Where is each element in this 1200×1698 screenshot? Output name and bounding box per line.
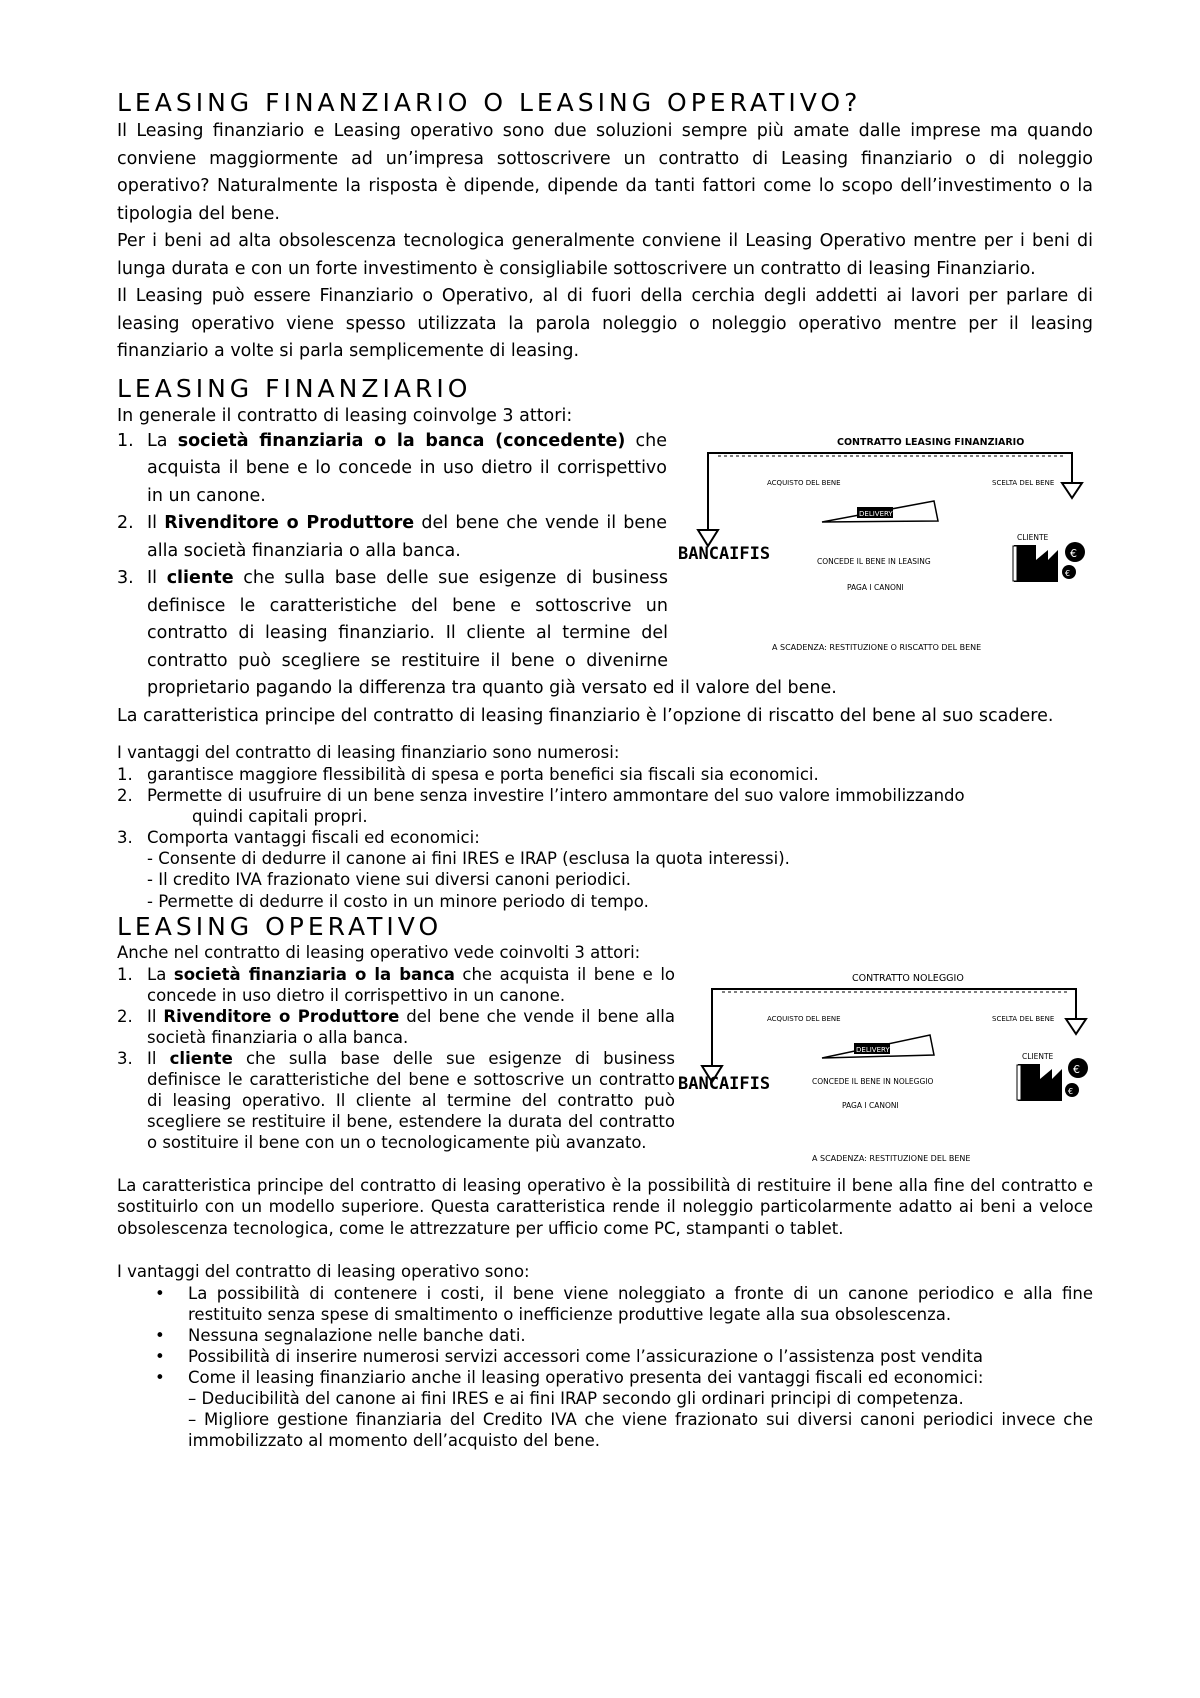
list-item: 1. La società finanziaria o la banca (concedente) che acquista il bene e lo concede in uso dietro il corrispettivo in un canone. — [117, 430, 668, 506]
finanziario-diagram — [672, 428, 1192, 658]
diagram-bank-label: BANCAIFIS — [678, 1073, 771, 1094]
document-page — [117, 88, 1093, 1451]
diagram-top-label: CONTRATTO NOLEGGIO — [852, 972, 964, 984]
operativo-characteristic: La caratteristica principe del contratto di leasing operativo è la possibilità di restituire il bene alla fine del contratto e sostituirlo con un modello superiore. Questa caratteristica rende il noleggio particolarmente adatto ai beni a veloce obsolescenza tecnologica, come le attrezzature per ufficio come PC, stampanti o tablet. — [117, 1175, 1093, 1238]
diagram-flow-2: PAGA I CANONI — [847, 582, 904, 592]
intro-paragraph-1: Il Leasing finanziario e Leasing operativo sono due soluzioni sempre più amate dalle imprese ma quando conviene maggiormente ad un’impresa sottoscrivere un contratto di Leasing finanziario o di noleggio operativo? Naturalmente la risposta è dipende, dipende da tanti fattori come lo scopo dell’investimento o la tipologia del bene. — [117, 121, 1093, 224]
svg-text:€: € — [1073, 1062, 1080, 1076]
sub-list-item: – Deducibilità del canone ai fini IRES e ai fini IRAP secondo gli ordinari principi di competenza. — [188, 1388, 964, 1408]
operativo-advantages-lead: I vantaggi del contratto di leasing operativo sono: — [117, 1262, 530, 1281]
list-item: • Nessuna segnalazione nelle banche dati. — [188, 1325, 1093, 1346]
diagram-bottom-label: A SCADENZA: RESTITUZIONE DEL BENE — [812, 1153, 971, 1163]
list-item: 3. Il cliente che sulla base delle sue esigenze di business definisce le caratteristiche del bene e sottoscrive un contratto di leasing operativo. Il cliente al termine del contratto può scegliere se restituire il bene, estendere la durata del contratto o sostituire il bene con un o tecnologicamente più avanzato. — [117, 1048, 676, 1152]
diagram-right-label: SCELTA DEL BENE — [992, 478, 1055, 487]
list-item: • Possibilità di inserire numerosi servizi accessori come l’assicurazione o l’assistenza post vendita — [188, 1346, 1093, 1367]
list-item: 3. Il cliente che sulla base delle sue esigenze di business definisce le caratteristiche del bene e sottoscrive un contratto di leasing finanziario. Il cliente al termine del contratto può scegliere se restituire il bene o divenirne proprietario pagando la differenza tra quanto già versato ed il valore del bene. — [117, 568, 837, 698]
list-item: 1. garantisce maggiore flessibilità di spesa e porta benefici sia fiscali sia economici. — [117, 764, 819, 784]
finanziario-fiscal-sublist — [117, 848, 1093, 913]
list-item: - Permette di dedurre il costo in un minore periodo di tempo. — [147, 891, 649, 911]
diagram-delivery-tag: DELIVERY — [859, 509, 893, 518]
sub-list-item: – Migliore gestione finanziaria del Credito IVA che viene frazionato sui diversi canoni periodici invece che immobilizzato al momento dell’acquisto del bene. — [188, 1409, 1093, 1450]
diagram-client-label: CLIENTE — [1017, 532, 1049, 542]
list-item: • La possibilità di contenere i costi, il bene viene noleggiato a fronte di un canone periodico e alla fine restituito senza spese di smaltimento o inefficienze produttive legate alla sua obsolescenza. — [188, 1283, 1093, 1325]
list-item: 2. Permette di usufruire di un bene senza investire l’intero ammontare del suo valore immobilizzando quindi capitali propri. — [117, 785, 965, 826]
list-item: 1. La società finanziaria o la banca che acquista il bene e lo concede in uso dietro il corrispettivo in un canone. — [117, 964, 675, 1005]
svg-text:€: € — [1068, 1086, 1074, 1096]
operativo-diagram — [672, 964, 1092, 1194]
operativo-actors-list — [117, 964, 675, 1153]
diagram-bottom-label: A SCADENZA: RESTITUZIONE O RISCATTO DEL BENE — [772, 642, 982, 652]
list-item: 3. Comporta vantaggi fiscali ed economici: — [117, 827, 480, 847]
diagram-left-label: ACQUISTO DEL BENE — [767, 478, 841, 487]
diagram-top-label: CONTRATTO LEASING FINANZIARIO — [837, 436, 1025, 448]
diagram-flow-1: CONCEDE IL BENE IN LEASING — [817, 556, 931, 566]
list-item: 2. Il Rivenditore o Produttore del bene che vende il bene alla società finanziaria o alla banca. — [117, 1006, 675, 1047]
section-heading-operativo: LEASING OPERATIVO — [117, 912, 443, 941]
diagram-flow-1: CONCEDE IL BENE IN NOLEGGIO — [812, 1076, 934, 1086]
diagram-flow-2: PAGA I CANONI — [842, 1100, 899, 1110]
svg-text:€: € — [1065, 568, 1071, 578]
svg-text:€: € — [1070, 546, 1077, 560]
section-heading-finanziario: LEASING FINANZIARIO — [117, 373, 472, 403]
finanziario-advantages-lead: I vantaggi del contratto di leasing finanziario sono numerosi: — [117, 743, 620, 762]
finanziario-lead: In generale il contratto di leasing coinvolge 3 attori: — [117, 405, 573, 426]
diagram-bank-label: BANCAIFIS — [678, 543, 771, 564]
operativo-advantages-list — [117, 1283, 1093, 1451]
diagram-left-label: ACQUISTO DEL BENE — [767, 1014, 841, 1023]
list-item: - Il credito IVA frazionato viene sui diversi canoni periodici. — [147, 870, 631, 889]
list-item: - Consente di dedurre il canone ai fini IRES e IRAP (esclusa la quota interessi). — [147, 848, 790, 868]
finanziario-advantages-list — [117, 764, 1093, 848]
document-title: LEASING FINANZIARIO O LEASING OPERATIVO? — [117, 88, 862, 117]
list-item: 2. Il Rivenditore o Produttore del bene che vende il bene alla società finanziaria o alla banca. — [117, 513, 668, 561]
finanziario-actors-block — [117, 428, 1093, 703]
intro-paragraph-2: Per i beni ad alta obsolescenza tecnologica generalmente conviene il Leasing Operativo mentre per i beni di lunga durata e con un forte investimento è consigliabile sottoscrivere un contratto di leasing Finanziario. — [117, 231, 1093, 279]
operativo-actors-block — [117, 964, 1093, 1163]
diagram-delivery-tag: DELIVERY — [856, 1045, 890, 1054]
finanziario-characteristic: La caratteristica principe del contratto di leasing finanziario è l’opzione di riscatto del bene al suo scadere. — [117, 705, 1054, 726]
intro-paragraph-3: Il Leasing può essere Finanziario o Operativo, al di fuori della cerchia degli addetti ai lavori per parlare di leasing operativo viene spesso utilizzata la parola noleggio o noleggio operativo mentre per il leasing finanziario a volte si parla semplicemente di leasing. — [117, 286, 1093, 361]
list-item: • Come il leasing finanziario anche il leasing operativo presenta dei vantaggi fiscali ed economici: – Deducibilità del canone ai fini IRES e ai fini IRAP secondo gli ordinari principi di competenza. – Migliore gestione finanziaria del Credito IVA che viene frazionato sui diversi canoni periodici invece che immobilizzato al momento dell’acquisto del bene. — [188, 1367, 1093, 1451]
diagram-client-label: CLIENTE — [1022, 1051, 1054, 1061]
operativo-lead: Anche nel contratto di leasing operativo vede coinvolti 3 attori: — [117, 943, 641, 962]
diagram-right-label: SCELTA DEL BENE — [992, 1014, 1055, 1023]
